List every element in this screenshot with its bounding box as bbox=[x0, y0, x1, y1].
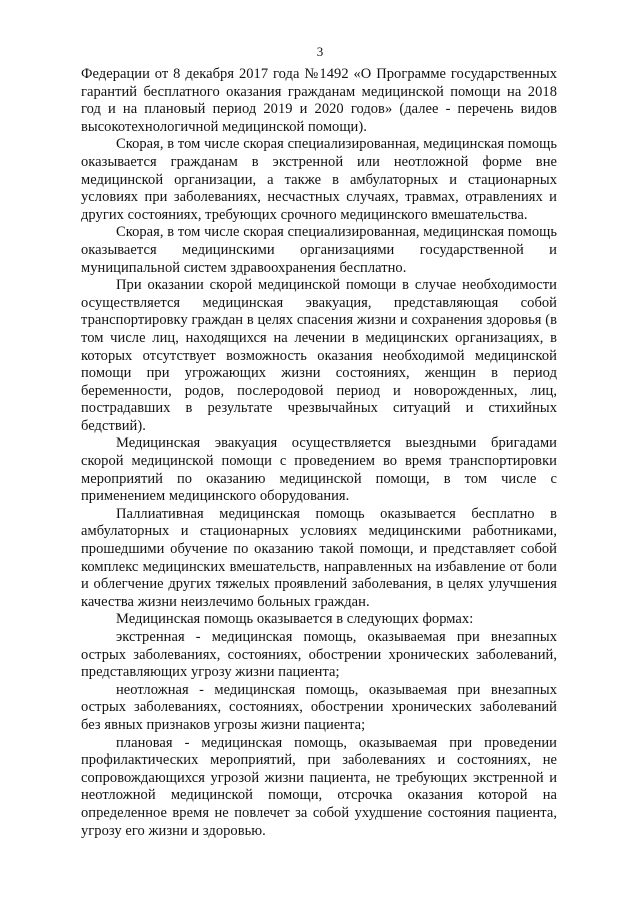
paragraph-evacuation-teams: Медицинская эвакуация осуществляется выездными бригадами скорой медицинской помощи с проведением во время транспортировки мероприятий по оказанию медицинской помощи, в том числе с применением медицинского оборудования. bbox=[81, 435, 557, 505]
paragraph-medical-evacuation: При оказании скорой медицинской помощи в случае необходимости осуществляется медицинская эвакуация, представляющая собой транспортировку граждан в целях спасения жизни и сохранения здоровья (в том числе лиц, находящихся на лечении в медицинских организациях, в которых отсутствует возможность оказания необходимой медицинской помощи при угрожающих жизни состояниях, женщин в период беременности, родов, послеродовой период и новорожденных, лиц, пострадавших в результате чрезвычайных ситуаций и стихийных бедствий). bbox=[81, 277, 557, 434]
paragraph-emergency-care-free: Скорая, в том числе скорая специализированная, медицинская помощь оказывается медицинскими организациями государственной и муниципальной систем здравоохранения бесплатно. bbox=[81, 224, 557, 276]
list-item-emergency-form: экстренная - медицинская помощь, оказываемая при внезапных острых заболеваниях, состояниях, обострении хронических заболеваний, представляющих угрозу жизни пациента; bbox=[81, 629, 557, 681]
paragraph-palliative-care: Паллиативная медицинская помощь оказывается бесплатно в амбулаторных и стационарных условиях медицинскими работниками, прошедшими обучение по оказанию такой помощи, и представляет собой комплекс медицинских вмешательств, направленных на избавление от боли и облегчение других тяжелых проявлений заболевания, в целях улучшения качества жизни неизлечимо больных граждан. bbox=[81, 505, 557, 610]
paragraph-care-forms: Медицинская помощь оказывается в следующих формах: bbox=[116, 611, 474, 628]
list-item-planned-form: плановая - медицинская помощь, оказываемая при проведении профилактических мероприятий, при заболеваниях и состояниях, не сопровождающихся угрозой жизни пациента, не требующих экстренной и неотложной медицинской помощи, отсрочка оказания которой на определенное время не повлечет за собой ухудшение состояния пациента, угрозу его жизни и здоровью. bbox=[81, 734, 557, 839]
list-item-urgent-form: неотложная - медицинская помощь, оказываемая при внезапных острых заболеваниях, состояниях, обострении хронических заболеваний без явных признаков угрозы жизни пациента; bbox=[81, 681, 557, 733]
paragraph-emergency-care: Скорая, в том числе скорая специализированная, медицинская помощь оказывается гражданам в экстренной или неотложной форме вне медицинской организации, а также в амбулаторных и стационарных условиях при заболеваниях, несчастных случаях, травмах, отравлениях и других состояниях, требующих срочного медицинского вмешательства. bbox=[81, 136, 557, 223]
page-number: 3 bbox=[316, 44, 324, 59]
document-body bbox=[81, 66, 557, 840]
paragraph-continuation: Федерации от 8 декабря 2017 года №1492 «О Программе государственных гарантий бесплатного оказания гражданам медицинской помощи на 2018 год и на плановый период 2019 и 2020 годов» (далее - перечень видов высокотехнологичной медицинской помощи). bbox=[81, 66, 557, 135]
